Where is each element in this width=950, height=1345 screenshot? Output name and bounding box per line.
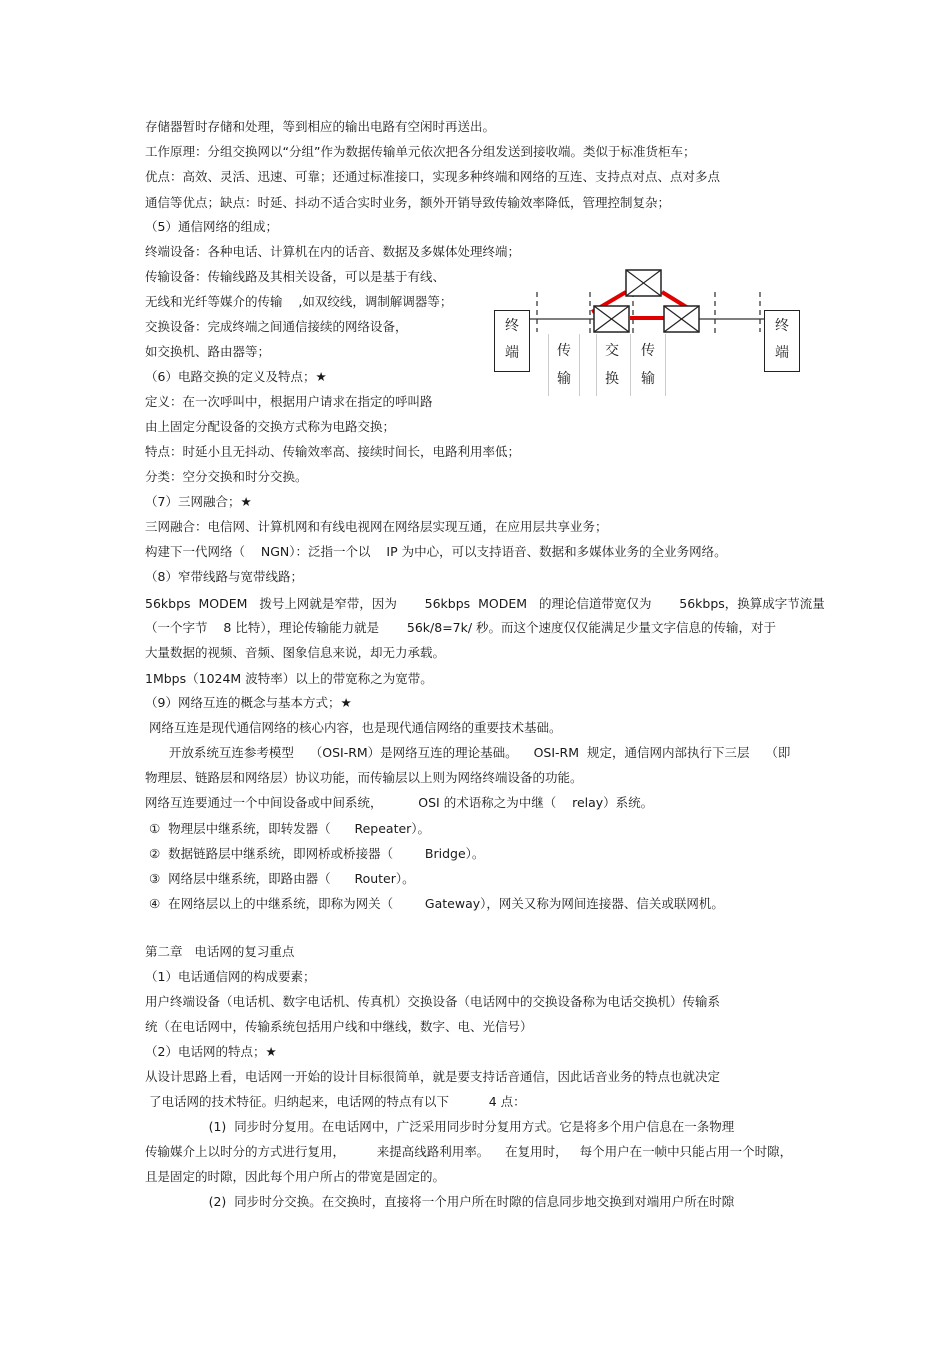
text-line: 传输设备：传输线路及其相关设备，可以是基于有线、: [145, 269, 446, 284]
text-line: 通信等优点；缺点：时延、抖动不适合实时业务，额外开销导致传输效率降低，管理控制复杂；: [145, 195, 671, 210]
section-heading: （6）电路交换的定义及特点；★: [145, 369, 327, 384]
text-line: （一个字节 8 比特），理论传输能力就是 56k/8=7k/ 秒。而这个速度仅仅能满足少量文字信息的传输，对于: [145, 620, 777, 635]
text-line: 1Mbps（1024M 波特率）以上的带宽称之为宽带。: [145, 671, 433, 686]
terminal-left: [494, 310, 530, 372]
text-line: (2) 同步时分交换。在交换时，直接将一个用户所在时隙的信息同步地交换到对端用户所在时隙: [145, 1194, 735, 1209]
section-heading: （7）三网融合；★: [145, 494, 252, 509]
text-line: 定义：在一次呼叫中，根据用户请求在指定的呼叫路: [145, 394, 433, 409]
chapter-heading: 第二章 电话网的复习重点: [145, 944, 295, 959]
text-line: 如交换机、路由器等；: [145, 344, 271, 359]
transmission-right-char-1: 传: [641, 343, 655, 359]
terminal-right: [764, 310, 800, 372]
section-heading: （1）电话通信网的构成要素；: [145, 969, 316, 984]
switch-node-top: [626, 270, 661, 296]
text-line: 网络互连是现代通信网络的核心内容，也是现代通信网络的重要技术基础。: [145, 720, 562, 735]
text-line: 了电话网的技术特征。归纳起来，电话网的特点有以下 4 点：: [145, 1094, 526, 1109]
terminal-right-char-1: 终: [775, 318, 789, 334]
list-item: ① 物理层中继系统，即转发器（ Repeater）。: [145, 821, 431, 836]
transmission-left-char-1: 传: [557, 343, 571, 359]
switching-label: [596, 334, 627, 396]
transmission-right-char-2: 输: [641, 371, 655, 387]
switching-char-1: 交: [605, 343, 619, 359]
text-line: 传输媒介上以时分的方式进行复用， 来提高线路利用率。 在复用时， 每个用户在一帧中只能占用一个时隙，: [145, 1144, 793, 1159]
text-line: 且是固定的时隙，因此每个用户所占的带宽是固定的。: [145, 1169, 446, 1184]
switching-char-2: 换: [605, 371, 619, 387]
text-line: 优点：高效、灵活、迅速、可靠；还通过标准接口，实现多种终端和网络的互连、支持点对点、点对多点: [145, 169, 721, 184]
text-line: 由上固定分配设备的交换方式称为电路交换；: [145, 419, 396, 434]
text-line: 开放系统互连参考模型 （OSI-RM）是网络互连的理论基础。 OSI-RM 规定，通信网内部执行下三层 （即: [145, 745, 791, 760]
terminal-right-char-2: 端: [775, 345, 789, 361]
transmission-left-label: [548, 334, 580, 396]
section-heading: （8）窄带线路与宽带线路；: [145, 569, 303, 584]
section-heading: （2）电话网的特点；★: [145, 1044, 277, 1059]
text-line: 网络互连要通过一个中间设备或中间系统， OSI 的术语称之为中继（ relay）系统。: [145, 795, 654, 810]
list-item: ② 数据链路层中继系统，即网桥或桥接器（ Bridge）。: [145, 846, 485, 861]
switch-node-right: [664, 306, 699, 332]
text-line: 三网融合：电信网、计算机网和有线电视网在网络层实现互通，在应用层共享业务；: [145, 519, 608, 534]
circuit-switching-diagram: [490, 262, 810, 402]
text-line: 从设计思路上看，电话网一开始的设计目标很简单，就是要支持话音通信，因此话音业务的特点也就决定: [145, 1069, 721, 1084]
text-line: 存储器暂时存储和处理，等到相应的输出电路有空闲时再送出。: [145, 119, 496, 134]
list-item: ③ 网络层中继系统，即路由器（ Router）。: [145, 871, 415, 886]
terminal-left-char-2: 端: [505, 345, 519, 361]
text-line: 构建下一代网络（ NGN）：泛指一个以 IP 为中心，可以支持语音、数据和多媒体业务的全业务网络。: [145, 544, 727, 559]
text-line: 统（在电话网中，传输系统包括用户线和中继线，数字、电、光信号）: [145, 1019, 533, 1034]
text-line: 工作原理：分组交换网以“分组”作为数据传输单元依次把各分组发送到接收端。类似于标准货柜车；: [145, 144, 696, 159]
text-line: 特点：时延小且无抖动、传输效率高、接续时间长，电路利用率低；: [145, 444, 521, 459]
text-line: 交换设备：完成终端之间通信接续的网络设备，: [145, 319, 408, 334]
text-line: 56kbps MODEM 拨号上网就是窄带，因为 56kbps MODEM 的理论信道带宽仅为 56kbps，换算成字节流量: [145, 596, 825, 611]
text-line: 无线和光纤等媒介的传输 ,如双绞线，调制解调器等；: [145, 294, 453, 309]
transmission-right-label: [630, 334, 666, 396]
text-line: 物理层、链路层和网络层）协议功能，而传输层以上则为网络终端设备的功能。: [145, 770, 583, 785]
terminal-left-char-1: 终: [505, 318, 519, 334]
text-line: 大量数据的视频、音频、图象信息来说，却无力承载。: [145, 645, 446, 660]
text-line: 分类：空分交换和时分交换。: [145, 469, 308, 484]
section-heading: （5）通信网络的组成；: [145, 219, 278, 234]
section-heading: （9）网络互连的概念与基本方式；★: [145, 695, 352, 710]
list-item: ④ 在网络层以上的中继系统，即称为网关（ Gateway），网关又称为网间连接器、信关或联网机。: [145, 896, 724, 911]
switch-node-left: [594, 306, 629, 332]
transmission-left-char-2: 输: [557, 371, 571, 387]
text-line: 终端设备：各种电话、计算机在内的话音、数据及多媒体处理终端；: [145, 244, 521, 259]
text-line: 用户终端设备（电话机、数字电话机、传真机）交换设备（电话网中的交换设备称为电话交换机）传输系: [145, 994, 721, 1009]
text-line: (1) 同步时分复用。在电话网中，广泛采用同步时分复用方式。它是将多个用户信息在一条物理: [145, 1119, 735, 1134]
